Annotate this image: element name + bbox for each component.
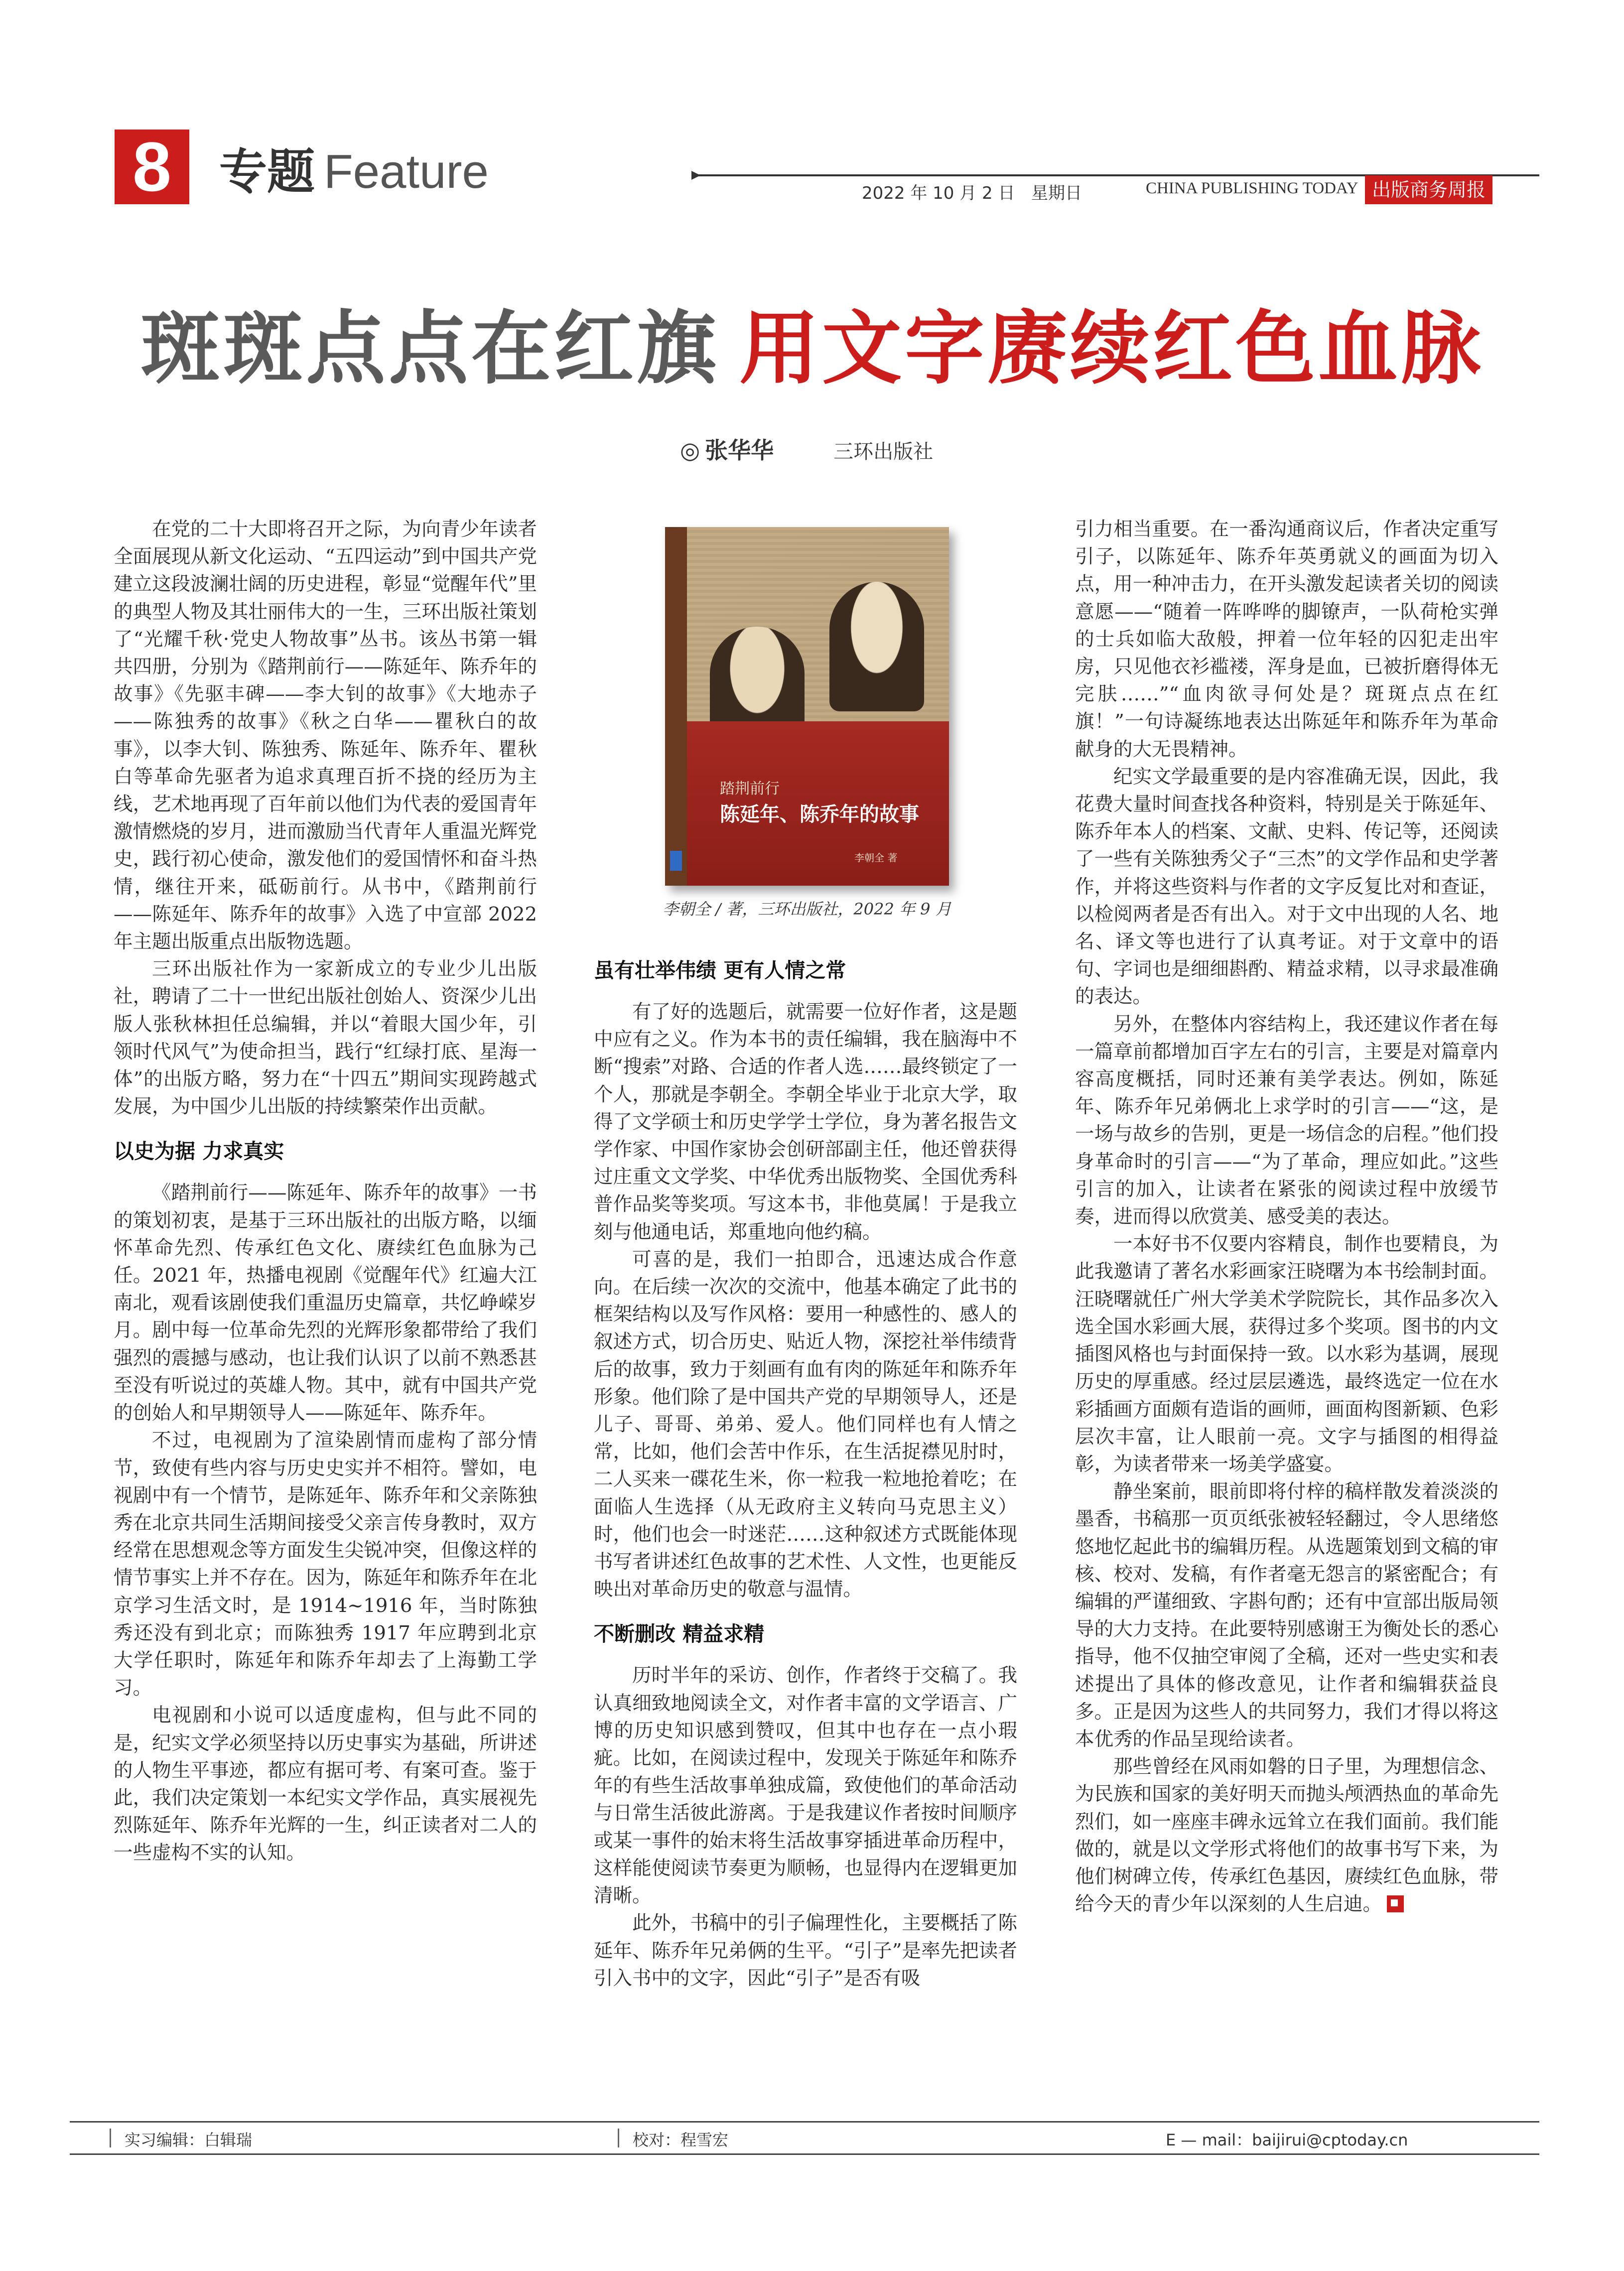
footer-intern-editor: 实习编辑：白辑瑞	[125, 2131, 253, 2149]
paragraph: 《踏荆前行——陈延年、陈乔年的故事》一书的策划初衷，是基于三环出版社的出版方略，以缅怀革命先烈、传承红色文化、赓续红色血脉为己任。2021 年，热播电视剧《觉醒年代》红遍大江南北，观看该剧使我们重温历史篇章，共忆峥嵘岁月。剧中每一位革命先烈的光辉形象都带给了我们强烈的震撼与感动，也让我们认识了以前不熟悉甚至没有听说过的英雄人物。其中，就有中国共产党的创始人和早期领导人——陈延年、陈乔年。	[114, 1182, 537, 1425]
paragraph: 三环出版社作为一家新成立的专业少儿出版社，聘请了二十一世纪出版社创始人、资深少儿出版人张秋林担任总编辑，并以“着眼大国少年，引领时代风气”为使命担当，践行“红绿打底、星海一体”的出版方略，努力在“十四五”期间实现跨越式发展，为中国少儿出版的持续繁荣作出贡献。	[114, 958, 537, 1118]
section-title-en: Feature	[324, 145, 489, 198]
footer-proofreader: 校对：程雪宏	[633, 2131, 729, 2149]
column-right	[1075, 516, 1498, 1918]
cover-author: 李朝全 著	[854, 852, 898, 864]
paragraph: 此外，书稿中的引子偏理性化，主要概括了陈延年、陈乔年兄弟俩的生平。“引子”是率先把读者引入书中的文字，因此“引子”是否有吸	[594, 1912, 1017, 1990]
figure-caption: 李朝全 / 著，三环出版社，2022 年 9 月	[663, 900, 951, 919]
paragraph: 纪实文学最重要的是内容准确无误，因此，我花费大量时间查找各种资料，特别是关于陈延年、陈乔年本人的档案、文献、史料、传记等，还阅读了一些有关陈独秀父子“三杰”的文学作品和史学著作，并将这些资料与作者的文字反复比对和查证，以检阅两者是否有出入。对于文中出现的人名、地名、译文等也进行了认真考证。对于文章中的语句、字词也是细细斟酌、精益求精，以寻求最准确的表达。	[1075, 765, 1498, 1008]
issue-weekday: 星期日	[1031, 183, 1082, 203]
paragraph-last	[1075, 1753, 1498, 1918]
article-headline	[0, 299, 1624, 399]
cover-title-line-1: 踏荆前行	[720, 780, 780, 798]
paragraph: 电视剧和小说可以适度虚构，但与此不同的是，纪实文学必须坚持以历史事实为基础，所讲述的人物生平事迹，都应有据可考、有案可查。鉴于此，我们决定策划一本纪实文学作品，真实展视先烈陈延年、陈乔年光辉的一生，纠正读者对二人的一些虚构不实的认知。	[114, 1704, 537, 1865]
paragraph-text: 那些曾经在风雨如磐的日子里，为理想信念、为民族和国家的美好明天而抛头颅洒热血的革命先烈们，如一座座丰碑永远耸立在我们面前。我们能做的，就是以文学形式将他们的故事书写下来，为他们树碑立传，传承红色基因，赓续红色血脉，带给今天的青少年以深刻的人生启迪。	[1075, 1755, 1498, 1916]
cover-title-line-2: 陈延年、陈乔年的故事	[720, 803, 919, 826]
section-title-cn: 专题	[219, 144, 315, 200]
column-middle	[594, 956, 1017, 1992]
paragraph: 引力相当重要。在一番沟通商议后，作者决定重写引子，以陈延年、陈乔年英勇就义的画面为切入点，用一种冲击力，在开头激发起读者关切的阅读意愿——“随着一阵哗哗的脚镣声，一队荷枪实弹的士兵如临大敌般，押着一位年轻的囚犯走出牢房，只见他衣衫褴褛，浑身是血，已被折磨得体无完肤……”“血肉欲寻何处是？斑斑点点在红旗！”一句诗凝练地表达出陈延年和陈乔年为革命献身的大无畏精神。	[1075, 518, 1498, 761]
article-end-icon	[1387, 1895, 1404, 1912]
paragraph: 历时半年的采访、创作，作者终于交稿了。我认真细致地阅读全文，对作者丰富的文学语言、广博的历史知识感到赞叹，但其中也存在一点小瑕疵。比如，在阅读过程中，发现关于陈延年和陈乔年的有些生活故事单独成篇，致使他们的革命活动与日常生活彼此游离。于是我建议作者按时间顺序或某一事件的始末将生活故事穿插进革命历程中，这样能使阅读节奏更为顺畅，也显得内在逻辑更加清晰。	[594, 1664, 1017, 1907]
paragraph: 静坐案前，眼前即将付梓的稿样散发着淡淡的墨香，书稿那一页页纸张被轻轻翻过，令人思绪悠悠地忆起此书的编辑历程。从选题策划到文稿的审核、校对、发稿，有作者毫无怨言的紧密配合；有编辑的严谨细致、字斟句酌；还有中宣部出版局领导的大力支持。在此要特别感谢王为衡处长的悉心指导，他不仅抽空审阅了全稿，还对一些史实和表述提出了具体的修改意见，让作者和编辑获益良多。正是因为这些人的共同努力，我们才得以将这本优秀的作品呈现给读者。	[1075, 1480, 1498, 1750]
issue-date: 2022 年 10 月 2 日	[862, 183, 1015, 203]
footer-email[interactable]: E — mail：baijirui@cptoday.cn	[1166, 2131, 1408, 2149]
publication-name-en: CHINA PUBLISHING TODAY	[1146, 179, 1358, 197]
page-footer	[70, 2121, 1539, 2155]
paragraph: 一本好书不仅要内容精良，制作也要精良，为此我邀请了著名水彩画家汪晓曙为本书绘制封面。汪晓曙就任广州大学美术学院院长，其作品多次入选全国水彩画大展，获得过多个奖项。图书的内文插图风格也与封面保持一致。以水彩为基调，展现历史的厚重感。经过层层遴选，最终选定一位在水彩插画方面颇有造诣的画师，画面构图新颖、色彩层次丰富，让人眼前一亮。文字与插图的相得益彰，为读者带来一场美学盛宴。	[1075, 1233, 1498, 1475]
subheading: 不断删改 精益求精	[594, 1622, 765, 1646]
byline-mark: ◎	[680, 437, 700, 464]
cover-spine	[665, 527, 687, 886]
column-left	[114, 516, 537, 1867]
paragraph: 可喜的是，我们一拍即合，迅速达成合作意向。在后续一次次的交流中，他基本确定了此书的框架结构以及写作风格：要用一种感性的、感人的叙述方式，切合历史、贴近人物，深挖社举伟绩背后的故事，致力于刻画有血有肉的陈延年和陈乔年形象。他们除了是中国共产党的早期领导人，还是儿子、哥哥、弟弟、爱人。他们同样也有人情之常，比如，他们会苦中作乐，在生活捉襟见肘时，二人买来一碟花生米，你一粒我一粒地抢着吃；在面临人生选择（从无政府主义转向马克思主义）时，他们也会一时迷茫……这种叙述方式既能体现书写者讲述红色故事的艺术性、人文性，也更能反映出对革命历史的敬意与温情。	[594, 1248, 1017, 1601]
author-name: 张华华	[705, 437, 774, 464]
headline-part-1: 斑斑点点在红旗	[140, 302, 719, 395]
paragraph: 在党的二十大即将召开之际，为向青少年读者全面展现从新文化运动、“五四运动”到中国共产党建立这段波澜壮阔的历史进程，彰显“觉醒年代”里的典型人物及其壮丽伟大的一生，三环出版社策划了“光耀千秋·党史人物故事”丛书。该丛书第一辑共四册，分别为《踏荆前行——陈延年、陈乔年的故事》《先驱丰碑——李大钊的故事》《大地赤子——陈独秀的故事》《秋之白华——瞿秋白的故事》，以李大钊、陈独秀、陈延年、陈乔年、瞿秋白等革命先驱者为追求真理百折不挠的经历为主线，艺术地再现了百年前以他们为代表的爱国青年激情燃烧的岁月，进而激励当代青年人重温光辉党史，践行初心使命，激发他们的爱国情怀和奋斗热情，继往开来，砥砺前行。从书中，《踏荆前行——陈延年、陈乔年的故事》入选了中宣部 2022 年主题出版重点出版物选题。	[114, 518, 537, 953]
footer-divider	[618, 2129, 619, 2147]
paragraph: 另外，在整体内容结构上，我还建议作者在每一篇章前都增加百字左右的引言，主要是对篇章内容高度概括，同时还兼有美学表达。例如，陈延年、陈乔年兄弟俩北上求学时的引言——“这，是一场与故乡的告别，更是一场信念的启程。”他们投身革命时的引言——“为了革命，理应如此。”这些引言的加入，让读者在紧张的阅读过程中放缓节奏，进而得以欣赏美、感受美的表达。	[1075, 1013, 1498, 1228]
author-organization: 三环出版社	[833, 440, 934, 463]
subheading: 虽有壮举伟绩 更有人情之常	[594, 958, 846, 982]
publisher-logo-icon	[670, 851, 682, 871]
subheading: 以史为据 力求真实	[114, 1139, 284, 1164]
page-number: 8	[115, 130, 189, 204]
portrait-right-icon	[829, 582, 924, 711]
headline-part-2: 用文字赓续红色血脉	[739, 302, 1484, 395]
book-cover-image	[665, 527, 949, 886]
paragraph: 不过，电视剧为了渲染剧情而虚构了部分情节，致使有些内容与历史史实并不相符。譬如，电视剧中有一个情节，是陈延年、陈乔年和父亲陈独秀在北京共同生活期间接受父亲言传身教时，双方经常在思想观念等方面发生尖锐冲突，但像这样的情节事实上并不存在。因为，陈延年和陈乔年在北京学习生活文时，是 1914~1916 年，当时陈独秀还没有到北京；而陈独秀 1917 年应聘到北京大学任职时，陈延年和陈乔年却去了上海勤工学习。	[114, 1429, 537, 1700]
paragraph: 有了好的选题后，就需要一位好作者，这是题中应有之义。作为本书的责任编辑，我在脑海中不断“搜索”对路、合适的作者人选……最终锁定了一个人，那就是李朝全。李朝全毕业于北京大学，取得了文学硕士和历史学学士学位，身为著名报告文学作家、中国作家协会创研部副主任，他还曾获得过庄重文文学奖、中华优秀出版物奖、全国优秀科普作品奖等奖项。写这本书，非他莫属！于是我立刻与他通电话，郑重地向他约稿。	[594, 1001, 1017, 1243]
publication-name-cn: 出版商务周报	[1365, 175, 1492, 204]
footer-divider	[110, 2129, 111, 2147]
byline	[680, 432, 933, 465]
